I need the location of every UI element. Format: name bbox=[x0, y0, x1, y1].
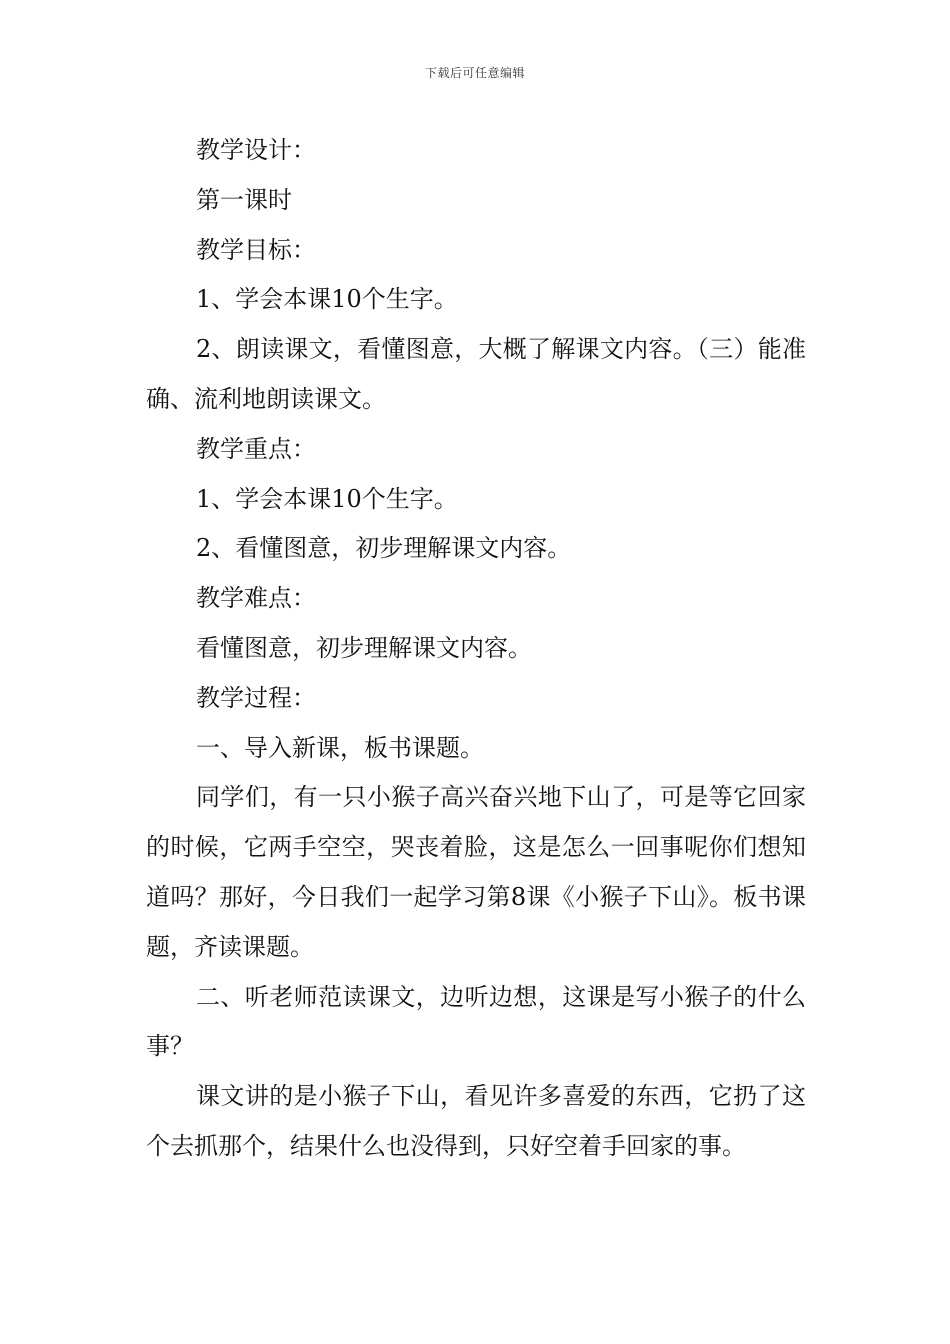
paragraph-goal-1: 1、学会本课10个生字。 bbox=[196, 285, 458, 314]
paragraph-story-summary: 课文讲的是小猴子下山，看见许多喜爱的东西，它扔了这个去抓那个，结果什么也没得到，只好空着手回家的事。 bbox=[146, 1082, 806, 1160]
paragraph-first-lesson: 第一课时 bbox=[196, 185, 292, 214]
paragraph-key-point-2: 2、看懂图意，初步理解课文内容。 bbox=[196, 534, 572, 563]
paragraph-step-1: 一、导入新课，板书课题。 bbox=[196, 733, 484, 762]
paragraph-difficulties-heading: 教学难点： bbox=[196, 584, 316, 613]
paragraph-intro-story: 同学们，有一只小猴子高兴奋兴地下山了，可是等它回家的时候，它两手空空，哭丧着脸，这是怎么一回事呢你们想知道吗？那好，今日我们一起学习第8课《小猴子下山》。板书课题，齐读课题。 bbox=[146, 783, 806, 961]
paragraph-teaching-goals-heading: 教学目标： bbox=[196, 235, 316, 264]
paragraph-difficulty: 看懂图意，初步理解课文内容。 bbox=[196, 633, 532, 662]
paragraph-process-heading: 教学过程： bbox=[196, 683, 316, 712]
paragraph-key-points-heading: 教学重点： bbox=[196, 434, 316, 463]
paragraph-key-point-1: 1、学会本课10个生字。 bbox=[196, 484, 458, 513]
paragraph-goal-2: 2、朗读课文，看懂图意，大概了解课文内容。（三）能准确、流利地朗读课文。 bbox=[146, 335, 806, 413]
paragraph-step-2: 二、听老师范读课文，边听边想，这课是写小猴子的什么事？ bbox=[146, 982, 806, 1061]
paragraph-teaching-design: 教学设计： bbox=[196, 136, 316, 164]
page-header: 下载后可任意编辑 bbox=[424, 66, 525, 80]
document-body bbox=[146, 126, 806, 1172]
